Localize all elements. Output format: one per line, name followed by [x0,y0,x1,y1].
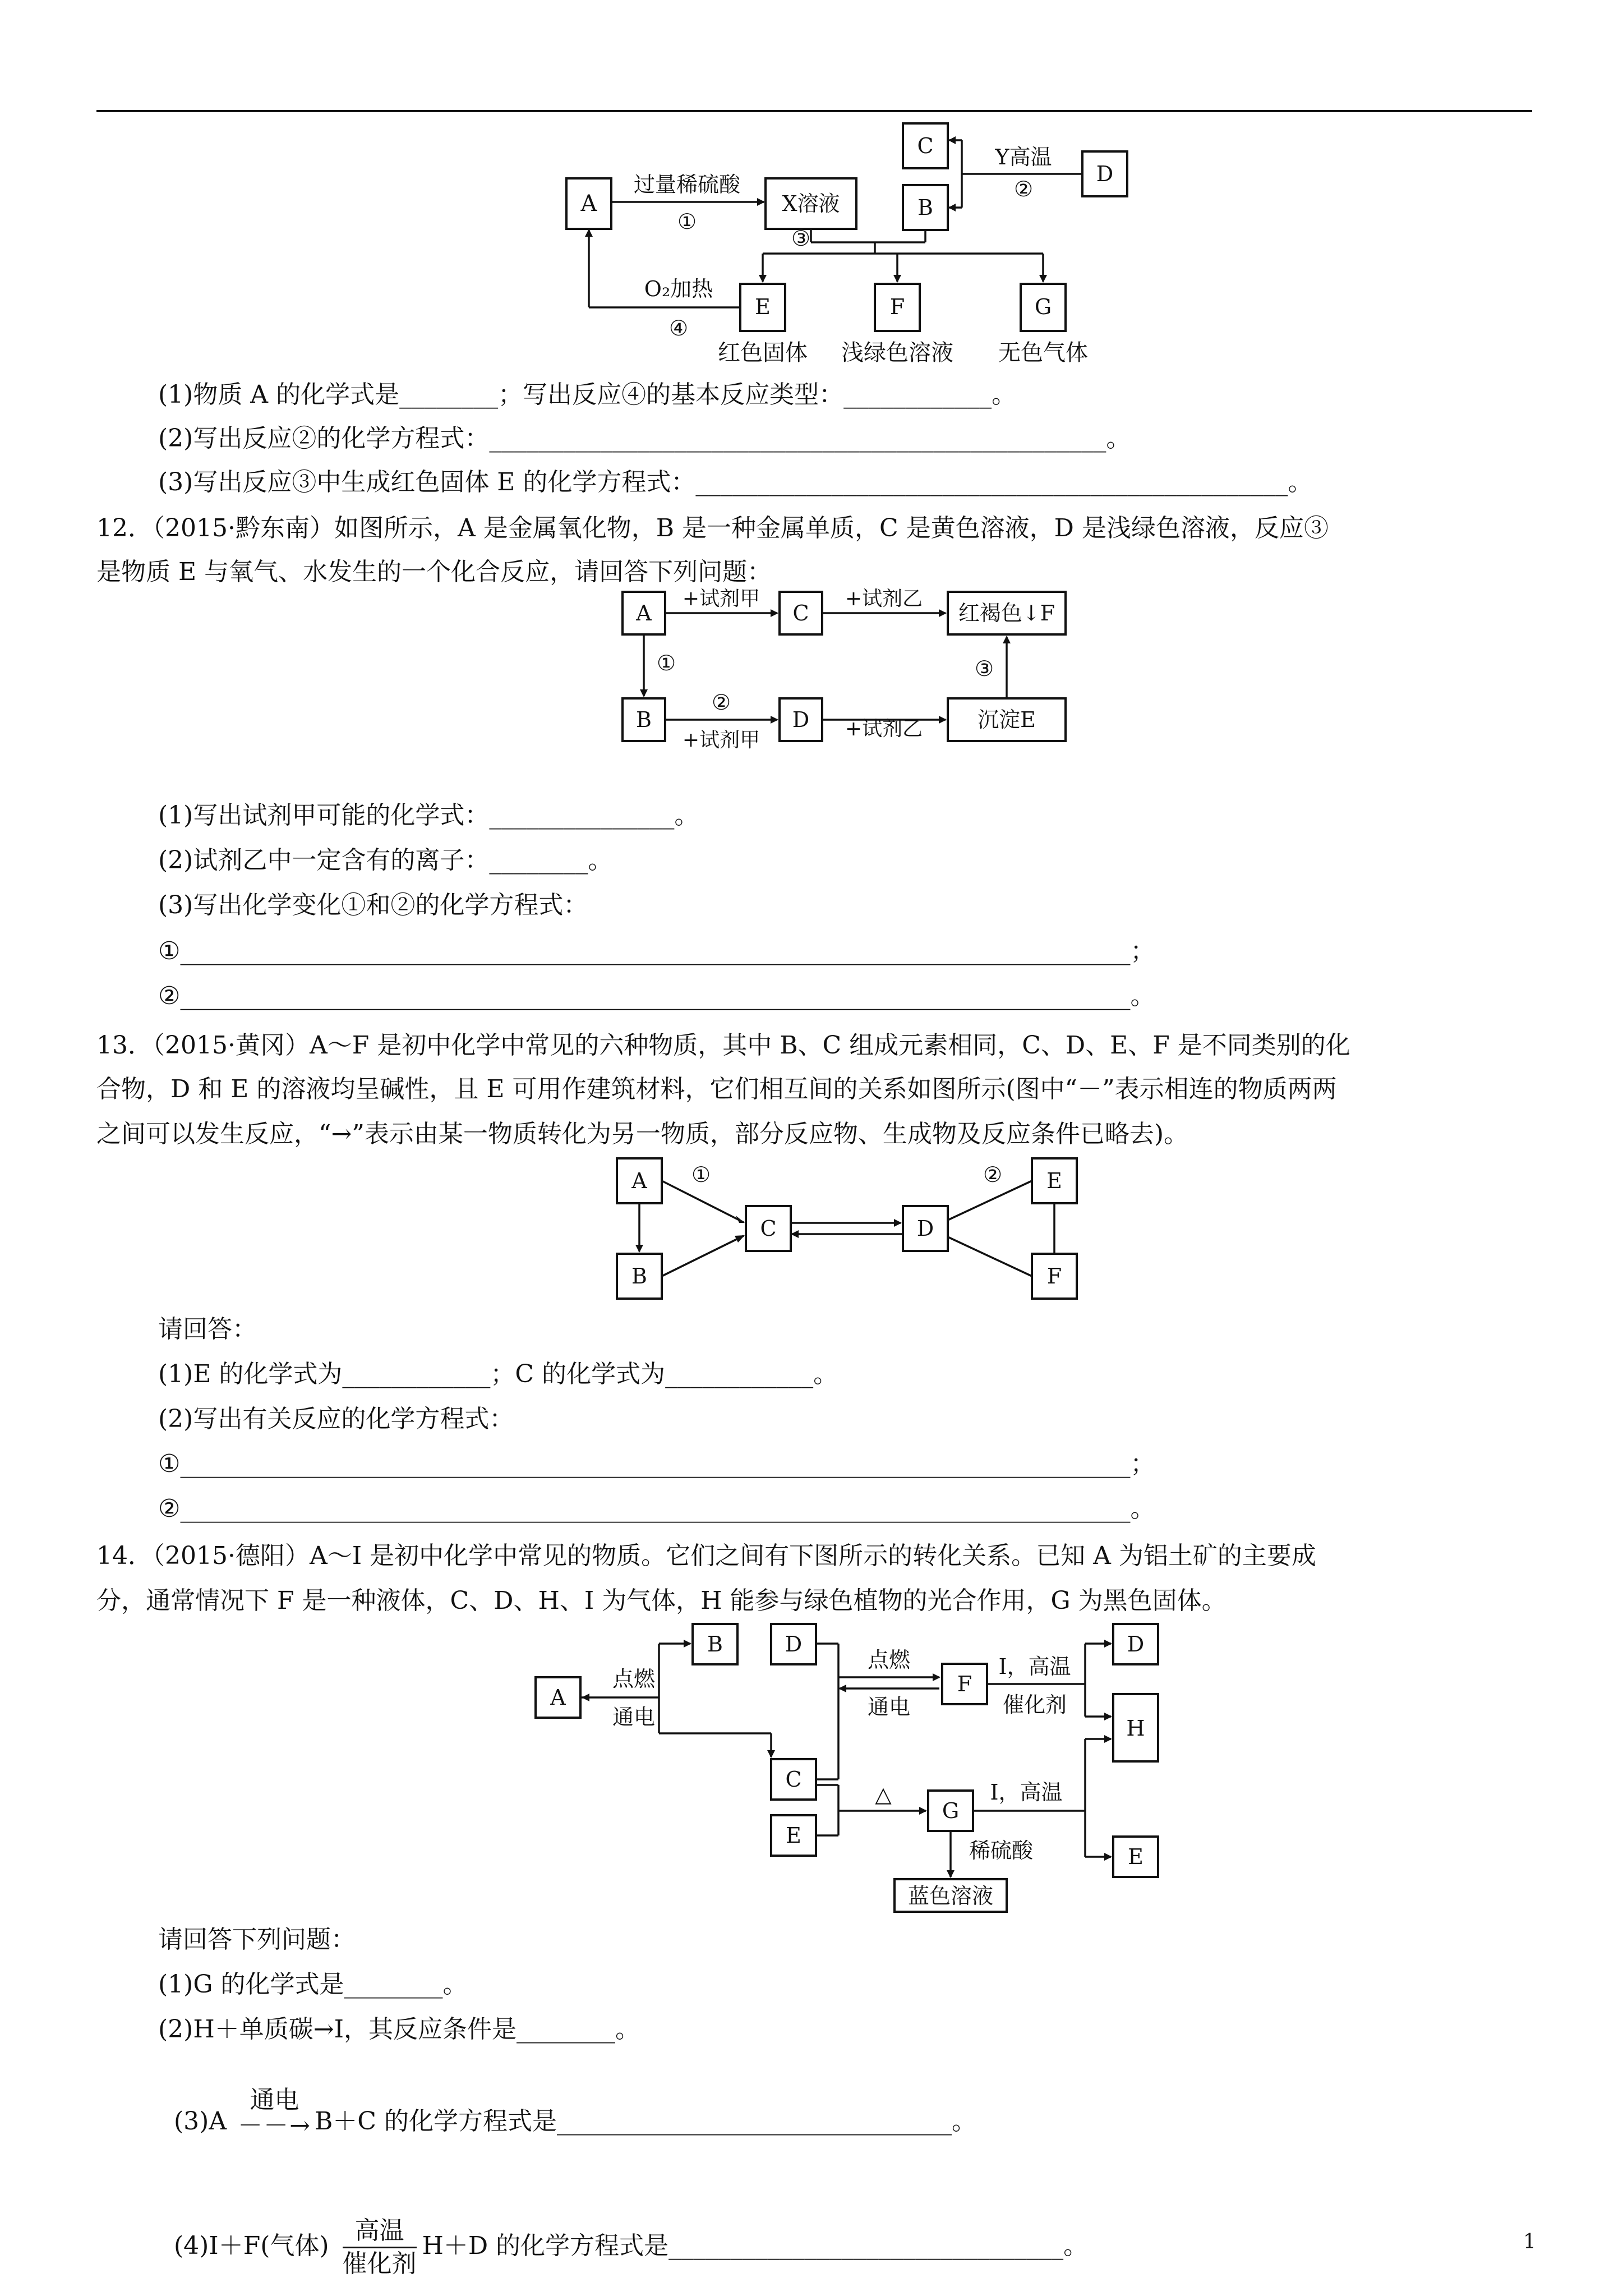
q14-line-5 [158,2148,1089,2278]
q13-line-5: ②_____________________________________________________________________________。 [158,1494,1155,1523]
q14-diagram [524,1621,1169,1913]
q13-line-1: 请回答： [158,1315,257,1343]
q13-line-4: ①_____________________________________________________________________________； [158,1450,1155,1478]
q11-line-2: (2)写出反应②的化学方程式：__________________________________________________。 [158,424,1131,453]
q11-line-3: (3)写出反应③中生成红色固体 E 的化学方程式：________________________________________________。 [158,468,1313,496]
q13-stem-1: 13．（2015·黄冈）A～F 是初中化学中常见的六种物质，其中 B、C 组成元素相同，C、D、E、F 是不同类别的化 [96,1031,1350,1060]
q11-label-B: B [917,195,933,220]
q12-label-C: C [792,601,809,625]
q11-arrow2-label: Y高温 [995,145,1052,169]
electrolysis-arrow [238,2087,311,2138]
q14-label-B: B [707,1632,723,1657]
electrolysis-arrow-glyph: －－→ [238,2111,311,2140]
q14-line4-pre: (3)A [173,2107,235,2136]
q11-arrow4-num: ④ [668,316,689,341]
q14-label-G: G [942,1798,960,1823]
q12-diagram [611,586,1082,754]
q14-line4-post: B＋C 的化学方程式是________________________________。 [314,2107,976,2136]
q14-line5-pre: (4)I＋F(气体) [173,2231,337,2260]
q12-stem-1: 12．（2015·黔东南）如图所示，A 是金属氧化物，B 是一种金属单质，C 是黄色溶液，D 是浅绿色溶液，反应③ [96,514,1329,542]
q11-arrow3-num: ③ [791,226,811,251]
q14-label-A: A [550,1685,566,1710]
q11-arrow2-num: ② [1013,177,1034,201]
q11-diagram [550,118,1144,370]
q12-label-B: B [636,707,652,732]
electrolysis-label: 通电 [250,2086,299,2114]
q11-label-F: F [889,295,905,319]
q14-label-D: D [785,1632,803,1657]
q13-line-2: (1)E 的化学式为____________；C 的化学式为____________。 [158,1360,838,1388]
q11-G-desc: 无色气体 [998,340,1088,366]
q13-line-3: (2)写出有关反应的化学方程式： [158,1405,514,1433]
q14-label-D-right: D [1127,1632,1145,1657]
q14-dianran-2: 点燃 [867,1648,911,1672]
q11-arrow1-label: 过量稀硫酸 [633,172,741,197]
page-number: 1 [1523,2230,1536,2253]
q14-i-gaowen: I，高温 [998,1654,1071,1679]
q11-label-D: D [1096,162,1114,186]
q14-delta: △ [875,1782,892,1807]
q12-line-4: ①_____________________________________________________________________________； [158,937,1155,965]
q12-stem-2: 是物质 E 与氧气、水发生的一个化合反应，请回答下列问题： [96,558,772,586]
q12-reagent-yi-2: +试剂乙 [845,717,923,740]
q14-label-blue: 蓝色溶液 [907,1884,994,1908]
q11-label-C: C [917,134,934,158]
q14-xiliusuan: 稀硫酸 [969,1838,1034,1863]
q12-line-2: (2)试剂乙中一定含有的离子：________。 [158,846,613,875]
q12-label-F: 红褐色↓F [958,601,1055,625]
q12-label-E: 沉淀E [978,707,1036,732]
q14-tongdian: 通电 [612,1705,656,1729]
q14-cuihuaji: 催化剂 [1002,1692,1067,1717]
q13-diagram [606,1153,1099,1310]
q14-label-F: F [957,1672,972,1696]
q12-n1: ① [656,651,676,675]
q14-label-E-right: E [1128,1844,1144,1869]
q13-label-B: B [631,1264,647,1289]
q11-E-desc: 红色固体 [718,340,808,366]
q14-stem-1: 14．（2015·德阳）A～I 是初中化学中常见的物质。它们之间有下图所示的转化关系。已知 A 为铝土矿的主要成 [96,1542,1316,1570]
q12-n2: ② [711,690,731,715]
q13-n1: ① [691,1162,711,1187]
q14-label-H: H [1126,1716,1145,1741]
q14-label-C: C [785,1767,802,1792]
q14-dianran: 点燃 [612,1667,656,1691]
q14-line-4 [158,2053,976,2140]
q13-label-E: E [1046,1168,1062,1193]
q12-reagent-jia-2: +试剂甲 [682,729,760,752]
q12-label-A: A [636,601,652,625]
q11-arrow4-label: O₂加热 [644,277,713,301]
q14-label-E: E [786,1823,801,1848]
q13-label-D: D [916,1216,934,1241]
q12-label-D: D [792,707,810,732]
condition-top: 高温 [343,2215,417,2248]
q11-label-X: X溶液 [782,191,840,216]
q13-label-F: F [1046,1264,1062,1289]
q12-line-3: (3)写出化学变化①和②的化学方程式： [158,891,588,919]
q14-line-1: 请回答下列问题： [158,1925,356,1954]
q14-stem-2: 分，通常情况下 F 是一种液体，C、D、H、I 为气体，H 能参与绿色植物的光合作用，G 为黑色固体。 [96,1586,1227,1615]
q13-label-A: A [631,1168,647,1193]
q13-stem-2: 合物，D 和 E 的溶液均呈碱性，且 E 可用作建筑材料，它们相互间的关系如图所示(图中“－”表示相连的物质两两 [96,1075,1337,1103]
q14-line5-post: H＋D 的化学方程式是________________________________。 [422,2231,1089,2260]
condition-bottom: 催化剂 [342,2249,417,2278]
q13-label-C: C [760,1216,777,1241]
q14-tongdian-2: 通电 [867,1695,911,1719]
q14-line-3: (2)H＋单质碳→I，其反应条件是________。 [158,2015,640,2044]
q12-n3: ③ [974,656,994,681]
q13-n2: ② [983,1162,1003,1187]
q11-line-1: (1)物质 A 的化学式是________；写出反应④的基本反应类型：____________。 [158,380,1017,409]
q11-F-desc: 浅绿色溶液 [841,340,953,366]
q11-label-A: A [580,191,597,217]
q14-line-2: (1)G 的化学式是________。 [158,1970,468,1999]
q11-label-E: E [755,295,771,319]
q12-reagent-yi-1: +试剂乙 [845,587,923,610]
q12-reagent-jia-1: +试剂甲 [682,587,760,610]
q12-line-1: (1)写出试剂甲可能的化学式：_______________。 [158,801,699,830]
q14-i-gaowen-2: I，高温 [990,1780,1063,1805]
q12-line-5: ②_____________________________________________________________________________。 [158,982,1155,1010]
condition-fraction [343,2215,417,2280]
header-rule [96,110,1532,112]
q11-arrow1-num: ① [677,209,697,234]
q13-stem-3: 之间可以发生反应，“→”表示由某一物质转化为另一物质，部分反应物、生成物及反应条件已略去)。 [96,1120,1189,1148]
q11-label-G: G [1034,295,1052,319]
